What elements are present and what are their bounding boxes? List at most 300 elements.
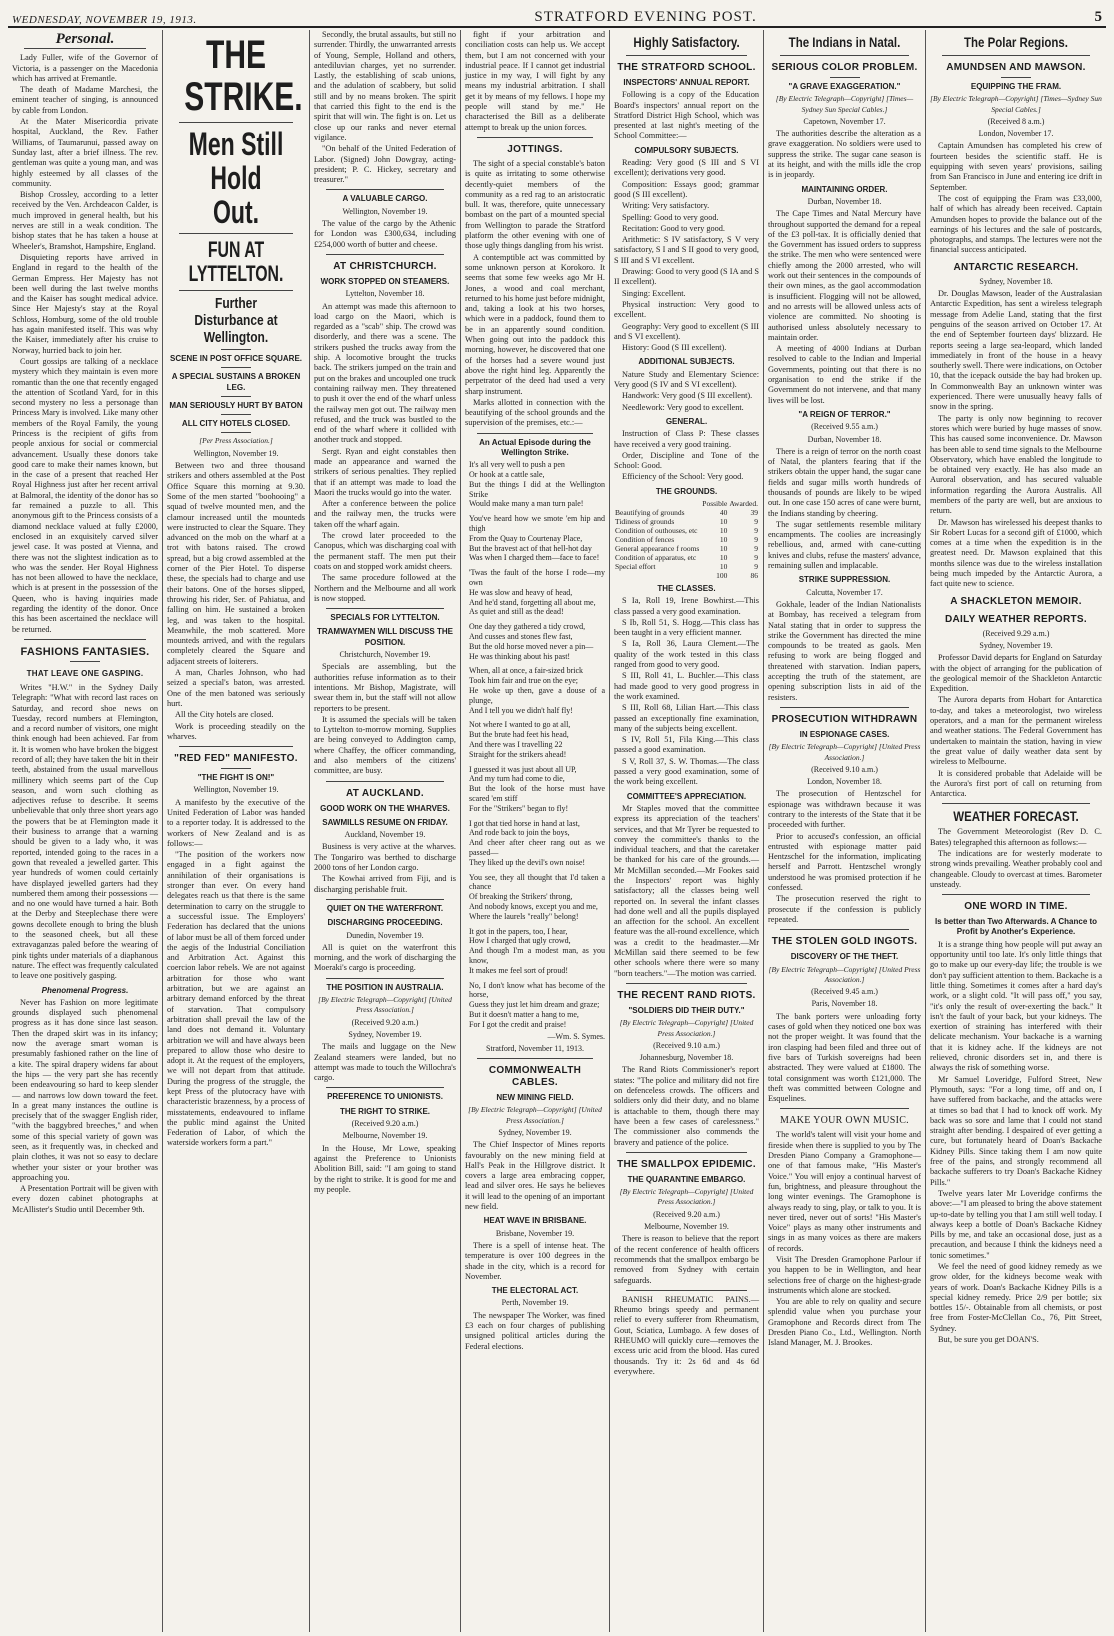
received-time: (Received 9.20 a.m.) — [653, 1209, 720, 1219]
poem-line: Was when I charged them—face to face! — [469, 553, 600, 563]
table-cell: 39 — [750, 507, 758, 517]
table-row — [614, 544, 759, 553]
table-total: 100 — [716, 570, 728, 580]
table-cell: 10 — [719, 525, 728, 535]
paragraph: Lady Fuller, wife of the Governor of Victoria, is a passenger on the Macedonia which has arrived at Fremantle. — [12, 53, 158, 83]
press-credit: [By Electric Telegraph—Copyright] [United Press Association.] — [768, 742, 921, 762]
dateline: Dunedin, November 19. — [346, 930, 424, 940]
indians-headline: The Indians in Natal. — [788, 34, 901, 50]
dateline: Melbourne, November 19. — [644, 1222, 729, 1232]
divider — [780, 55, 909, 56]
column-7 — [925, 30, 1106, 1632]
poem-line: It got in the papers, too, I hear, — [469, 926, 568, 936]
column-1 — [8, 30, 162, 1632]
hotels-heading: ALL CITY HOTELS CLOSED. — [181, 419, 291, 429]
poem-line: And cusses and stones flew fast, — [469, 632, 573, 642]
electoral-heading: THE ELECTORAL ACT. — [491, 1286, 579, 1296]
paragraph: Arithmetic: S IV satisfactory, S V very satisfactory, S I and S II good to very good, S III and S VI excellent. — [614, 235, 759, 265]
divider — [626, 55, 747, 56]
received-time: (Received 9.29 a.m.) — [982, 628, 1050, 638]
dateline: Lyttelton, November 18. — [345, 289, 425, 299]
compulsory-heading: COMPULSORY SUBJECTS. — [634, 145, 739, 155]
poem-line: And I tell you we didn't half fly! — [469, 705, 573, 715]
equipping-heading: EQUIPPING THE FRAM. — [970, 82, 1062, 91]
committee-heading: COMMITTEE'S APPRECIATION. — [626, 791, 747, 801]
poem-line: He woke up then, gave a douse of a plunge, — [469, 686, 605, 705]
poem-line: For the "Strikers" began to fly! — [469, 803, 569, 813]
tramway-heading: TRAMWAYMEN WILL DISCUSS THE POSITION. — [316, 627, 453, 647]
paragraph: Prior to accused's confession, an official entrusted with espionage matter paid Hentzschel for the information, implicating herself and Parrott. Hentzschel wrongly understood he was promised protection if he confessed. — [768, 831, 921, 893]
received-time: (Received 9.55 a.m.) — [811, 422, 878, 432]
paragraph: A meeting of 4000 Indians at Durban resolved to cable to the Indian and Imperial Governments, pointing out that there is no organisation to end the strike if the Government do not intervene, and that many lives will be lost. — [768, 344, 921, 405]
paragraph: Nature Study and Elementary Science: Very good (S IV and S VI excellent). — [614, 369, 759, 390]
press-credit: [Per Press Association.] — [199, 436, 273, 446]
australia-heading: THE POSITION IN AUSTRALIA. — [326, 982, 444, 992]
paragraph: The Kowhai arrived from Fiji, and is discharging perishable fruit. — [314, 874, 456, 894]
lyttelton-headline: FUN AT LYTTELTON. — [188, 237, 284, 286]
press-credit: [By Electric Telegraph—Copyright] [United Press Association.] — [768, 964, 921, 984]
table-total-row — [614, 571, 759, 580]
table-header: Possible — [702, 498, 728, 508]
paragraph: "On behalf of the United Federation of Labor. (Signed) John Dowgray, acting-president; P. C. Hickey, secretary and treasurer." — [314, 144, 456, 185]
discharging-heading: DISCHARGING PROCEEDING. — [327, 918, 443, 928]
episode-heading: An Actual Episode during the Wellington Strike. — [479, 437, 591, 457]
poem-line: As quiet and still as the dead! — [469, 607, 564, 617]
dash — [830, 77, 860, 78]
table-header-row — [614, 499, 759, 508]
poem-line: And there was I travelling 22 — [469, 740, 563, 749]
poem-line: It's all very well to push a pen — [469, 460, 565, 470]
table-cell: Beautifying of grounds — [615, 507, 685, 517]
poem-line: But the look of the horse must have scared 'em stiff — [469, 784, 605, 803]
poem-line: It makes me feel sort of proud! — [469, 965, 569, 975]
right-to-strike-heading: THE RIGHT TO STRIKE. — [339, 1106, 431, 1116]
soldiers-heading: "SOLDIERS DID THEIR DUTY." — [628, 1005, 745, 1015]
tramway-article — [314, 662, 456, 776]
paragraph: Singing: Excellent. — [622, 288, 686, 298]
heat-paragraph: There is a spell of intense heat. The temperature is over 100 degrees in the shade in the city, which is a record for November. — [465, 1240, 605, 1281]
issue-date: WEDNESDAY, NOVEMBER 19, 1913. — [12, 14, 197, 26]
poem-line: For I got the credit and praise! — [469, 1019, 567, 1029]
paragraph: It is considered probable that Adelaide will be the Aurora's first port of call on returning from Antarctica. — [930, 768, 1102, 799]
paragraph: S III, Roll 41, L. Buchler.—This class had made good to very good progress in the work examined. — [614, 671, 759, 701]
paragraph: Secondly, the brutal assaults, but still no surrender. Thirdly, the unwarranted arrests of Young, Semple, Holland and others, antediluvian charges, yet no surrender. Lastly, the establishing of scab unions, and the adulation of scabbery, but solid still and by no means broken. The spirit that carried this fight to the end is the spirit that will win. The fight is on. Let us close up our ranks and never eternal vigilance. — [314, 30, 456, 142]
mining-paragraph: The Chief Inspector of Mines reports favourably on the new mining field at Hall's Peak in the Hillgrove district. It covers a large area embracing copper, lead and silver ores. He says he believes it will lead to the opening of an important new field. — [465, 1140, 605, 1212]
table-cell: Condition of outhouses, etc — [615, 525, 698, 535]
paragraph: The authorities describe the alteration as a grave exaggeration. No soldiers were used to suppress the strike. The sugar cane season is at its height, and with the mills idle the crop is in jeopardy. — [768, 129, 921, 180]
page-number: 5 — [1094, 9, 1102, 25]
quarantine-heading: THE QUARANTINE EMBARGO. — [627, 1174, 746, 1184]
espionage-article — [768, 789, 921, 925]
table-cell: 10 — [719, 534, 728, 544]
paragraph: The sight of a special constable's baton is quite as irritating to some otherwise decently-quiet members of the community as a red rag to an aristocratic bull. It was, therefore, quite unnecessary bombast on the part of a mounted special from Wellington to parade the Stratford platform the other evening with one of those ugly things dangling from his wrist. — [465, 158, 605, 251]
compulsory-list — [614, 158, 759, 353]
christchurch-heading: AT CHRISTCHURCH. — [333, 260, 437, 272]
table-row — [614, 508, 759, 517]
poem-line: And cheer after cheer rang out as we passed— — [469, 838, 605, 857]
dateline: Perth, November 19. — [501, 1298, 569, 1308]
paragraph: S IV, Roll 51, Fila King.—This class passed a good examination. — [614, 735, 759, 755]
paragraph: Spelling: Good to very good. — [622, 212, 719, 222]
received-time: (Received 8 a.m.) — [987, 116, 1045, 126]
table-cell — [614, 571, 701, 580]
divider — [326, 1087, 444, 1088]
phenomenal-heading: Phenomenal Progress. — [41, 985, 129, 995]
amundsen-article — [930, 141, 1102, 255]
rheumo-advertisement: BANISH RHEUMATIC PAINS.—Rheumo brings speedy and permanent relief to every sufferer from Rheumatism, Gout, Sciatica, Lumbago. A few doses of RHEUMO will quickly cure—removes the excess uric acid from the blood. Has cured thousands. Try it: 2s 6d and 4s 6d everywhere. — [614, 1294, 759, 1376]
poem-line: Of breaking the Strikers' throng, — [469, 892, 573, 902]
poem-line: And nobody knows, except you and me, — [469, 901, 598, 911]
poem-line: And rode back to join the boys, — [469, 828, 570, 838]
paragraph: Composition: Essays good; grammar good (S III excellent). — [614, 179, 759, 199]
grounds-table — [614, 499, 759, 580]
divider — [24, 48, 146, 49]
divider — [477, 137, 593, 138]
specials-heading: SPECIALS FOR LYTTELTON. — [330, 613, 440, 623]
divider — [477, 433, 593, 434]
sawmills-heading: SAWMILLS RESUME ON FRIDAY. — [322, 817, 448, 827]
heat-heading: HEAT WAVE IN BRISBANE. — [483, 1216, 587, 1226]
paragraph: Reading: Very good (S III and S VI excellent); derivations very good. — [614, 158, 759, 178]
poem-signature: —Wm. S. Symes. — [547, 1031, 605, 1041]
paragraph: Needlework: Very good to excellent. — [622, 402, 744, 412]
cables-heading: COMMONWEALTH CABLES. — [488, 1065, 582, 1089]
table-cell: Condition of apparatus, etc — [615, 552, 697, 562]
poem-line: You've heard how we smote 'em hip and thigh — [469, 514, 605, 534]
jottings-heading: JOTTINGS. — [507, 143, 563, 155]
poem-line: But the brute had feet his head, — [469, 730, 569, 740]
table-cell: 10 — [719, 561, 728, 571]
paragraph: History: Good (S III excellent). — [622, 343, 727, 353]
poem-line: Or hook at a cattle sale, — [469, 470, 545, 480]
press-credit: [By Electric Telegraph—Copyright] [United Press Association.] — [619, 1187, 754, 1207]
table-cell: 10 — [719, 543, 728, 553]
table-cell: Condition of fences — [615, 534, 675, 544]
table-cell: 10 — [719, 552, 728, 562]
paragraph: Never has Fashion on more legitimate grounds displayed such phenomenal progress as it has done since last season. Then the draped skirt was in its infancy; now the average smart woman is presumably fashioned rather on the line of a kite. The spiral drapery widens far about the hips — the very part she has recently been endeavouring so hard to keep slender — and narrows low down toward the feet. In a great many instances the outline is precisely that of the swagger English rider, "with the baggybred breeches," and when some of this special variety of gown was seen, as it frequently was, in checked and plain clothes, it was not so easy to declare whether your sister or your brother was approaching you. — [12, 997, 158, 1182]
paragraph: Between two and three thousand strikers and others assembled at the Post Office Square this morning at 9.30. Some of the men started "boohooing" a squad of twelve mounted men, and the clamour increased until the mounteds were instructed to clear the Square. They advanced on the mob on the wharf at a trot with batons raised. The crowd spread, but a big crowd assembled at the corner of the Pier Hotel. To disperse these, the specials had to charge and use their batons. One of the horses slipped, throwing his rider, Ser. of Pahiatua, and falling on him. He sustained a broken leg, and was taken to the hospital. Meanwhile, the mob scattered. More mounteds arrived, and with the regulars completely cleared the Square and adjacent streets of loiterers. — [167, 461, 305, 666]
paragraph: An attempt was made this afternoon to load cargo on the Maori, which is regarded as a "scab" ship. The crowd was disorderly, and there was a scene. The strikers pushed the trucks away from the ship. A locomotive brought the trucks back. The strikers jumped on the train and put on the brakes and uncoupled one truck containing railway men. They threatened to push it over the end of the wharf unless the railway men got out. The railway men refused, and the truck was bustled to the end of the wharf where it collided with another truck and stopped. — [314, 301, 456, 445]
dateline: Johannesburg, November 18. — [639, 1053, 734, 1063]
press-credit: [By Electric Telegraph—Copyright] [Times—Sydney Sun Special Cables.] — [930, 94, 1102, 114]
paragraph: Physical instruction: Very good to excellent. — [614, 299, 759, 320]
personal-heading: Personal. — [55, 31, 115, 47]
paragraph: The same procedure followed at the Northern and the Melbourne and all work is now stopped. — [314, 573, 456, 603]
table-cell: 9 — [754, 552, 758, 562]
christchurch-article — [314, 302, 456, 605]
paragraph: After a conference between the police and the railway men, the trucks were taken off the wharf again. — [314, 499, 456, 529]
special-heading: A SPECIAL SUSTAINS A BROKEN LEG. — [171, 372, 301, 392]
column-3 — [309, 30, 460, 1632]
paragraph: Visit The Dresden Gramophone Parlour if you happen to be in Wellington, and hear selections free of charge on the highest-grade instruments which alone are stocked. — [768, 1254, 921, 1295]
red-fed-heading: "RED FED" MANIFESTO. — [174, 753, 298, 765]
paragraph: Professor David departs for England on Saturday with the object of arranging for the publication of the geological memoir of the Shackleton Antarctic Expedition. — [930, 653, 1102, 694]
poem-line: Took him fair and true on the eye; — [469, 676, 578, 686]
committee-article — [614, 804, 759, 979]
general-list — [614, 429, 759, 482]
fashion-heading: FASHIONS FANTASIES. — [20, 645, 150, 658]
newspaper-title: STRATFORD EVENING POST. — [534, 9, 757, 25]
table-cell — [614, 499, 701, 508]
smallpox-paragraph: There is reason to believe that the report of the recent conference of health officers recommends that the smallpox embargo be removed from Sydney with certain safeguards. — [614, 1234, 759, 1285]
suppression-paragraph: Gokhale, leader of the Indian Nationalists at Bombay, has received a telegram from Natal stating that in order to suppress the strike the Government has directed the mine compounds to be treated as gaols. Men refusing to work are being flogged and threatened with starvation. Indian papers, accepting the truth of the statement, are opening subscription lists in aid of the resisters. — [768, 599, 921, 702]
press-credit: [By Electric Telegraph—Copyright] [United Press Association.] — [619, 1018, 754, 1038]
discovery-heading: DISCOVERY OF THE THEFT. — [790, 952, 899, 962]
weather-intro: The Government Meteorologist (Rev D. C. Bates) telegraphed this afternoon as follows:— — [930, 827, 1102, 847]
column-2 — [162, 30, 309, 1632]
paragraph: S Ia, Roll 19, Irene Bowhirst.—This class passed a very good examination. — [614, 596, 759, 616]
electoral-paragraph: The newspaper The Worker, was fined £3 each on four charges of publishing unsigned political articles during the Federal elections. — [465, 1310, 605, 1351]
paragraph: Business is very active at the wharves. The Tongariro was berthed to discharge 2000 tons of her London cargo. — [314, 842, 456, 873]
dateline: Wellington, November 19. — [193, 785, 279, 795]
table-cell: Special effort — [615, 561, 656, 571]
paragraph: Geography: Very good to excellent (S III and S VI excellent). — [614, 321, 759, 341]
dateline: Melbourne, November 19. — [342, 1131, 428, 1141]
mining-heading: NEW MINING FIELD. — [496, 1093, 574, 1103]
divider — [326, 899, 444, 900]
table-cell: 10 — [719, 516, 728, 526]
divider — [942, 803, 1090, 804]
australia-paragraph: The mails and luggage on the New Zealand steamers were landed, but no attempt was made to touch the Willochra's cargo. — [314, 1042, 456, 1083]
divider — [626, 983, 747, 984]
divider — [942, 894, 1090, 895]
divider — [942, 55, 1090, 56]
paragraph: The crowd later proceeded to the Canopus, which was discharging coal with the permanent staff. The men put their coats on and stopped work amidst cheers. — [314, 531, 456, 571]
paragraph: The death of Madame Marchesi, the eminent teacher of singing, is announced by cable from London. — [12, 85, 158, 115]
school-heading: THE STRATFORD SCHOOL. — [617, 62, 756, 73]
paragraph: The cost of equipping the Fram was £33,000, half of which has already been received. Captain Amundsen hopes to provide the balance out of the earnings of his lectures and the sale of postcards, photographs, and stamps. The lectures were not the financial success anticipated. — [930, 193, 1102, 255]
classes-list — [614, 596, 759, 787]
paragraph: Captain Amundsen has completed his crew of fourteen besides the scientific staff. He is equipping with seven years' provisions, sailing from San Francisco in June and entering ice drift in September. — [930, 141, 1102, 192]
auckland-subheading: GOOD WORK ON THE WHARVES. — [320, 803, 450, 813]
table-row — [614, 517, 759, 526]
paragraph: The Cape Times and Natal Mercury have throughout supported the demand for a repeal of the £3 poll-tax. It is officially denied that the Government has issued orders to suppress the strike. The men who were sentenced were chiefly among the 2000 arrested, who will work out their sentences in the compounds of their own mines, as the gaol accommodation is insufficient. Flogging will not be allowed, and no arrests will be allowed unless acts of violence are committed. No shooting is authorised unless absolutely necessary to maintain order. — [768, 209, 921, 342]
paragraph: Twelve years later Mr Loveridge confirms the above:—"I am pleased to bring the above statement up-to-date by telling you that I am still well today. I always keep a bottle of Doan's Backache Kidney Pills by me, and take an occasional dose, just as a precaution, and because I think the kidneys need a tonic sometimes." — [930, 1188, 1102, 1260]
table-row — [614, 526, 759, 535]
divider — [179, 233, 293, 234]
paragraph: A manifesto by the executive of the United Federation of Labor was handed to a reporter today. It is addressed to the workers of New Zealand and is as follows:— — [167, 797, 305, 848]
poem-line: He was slow and heavy of head, — [469, 587, 573, 597]
paragraph: Dr. Douglas Mawson, leader of the Australasian Antarctic Expedition, has sent a wireless telegraph message from Adelie Land, stating that the first penguins of the season arrived on October 17. At the end of September fourteen days' blizzard. He reports seeing a large sea-leopard, which landed immediately in front of the house in a heavy southerly swell. There were indications, on October 10, that the icepack outside the bay had broken up. In Commonwealth Bay an unknown winter was experienced. There were unusually heavy falls of snow in the spring. — [930, 289, 1102, 412]
additional-heading: ADDITIONAL SUBJECTS. — [638, 357, 735, 367]
daily-weather-heading: DAILY WEATHER REPORTS. — [945, 613, 1087, 625]
poem-line: I got that tied horse in hand at last, — [469, 818, 580, 828]
paragraph: A man, Charles Johnson, who had seized a special's baton, was arrested. One of the men batoned was seriously hurt. — [167, 668, 305, 708]
paragraph: fight if your arbitration and conciliation costs can help us. We accept them, but I am not concerned with your industrial peace. If I cannot get industrial justice in my way, I will fight by any means my industrial arbitration. I shall get it by means of my fellows. I hope my people will stand by me." He characterised the Bill as a deliberate attempt to break up the union forces. — [465, 30, 605, 132]
columns — [8, 30, 1106, 1632]
paragraph: "The position of the workers now engaged in a fight against the annihilation of their organisations is stronger than ever. On every hand delegates reach us that there is the same determination to carry on the struggle to a successful issue. The Employers' Federation has declared that the unions of labor must be all of them forced under the aegis of the Industrial Conciliation and Arbitration Act. Against this coercion labor rebels. We are not against arbitration for those who want arbitration, but we are against an arbitrary demand enforced by the threat of starvation. That compulsory arbitration shall prevail the law of the land does not demand it. Voluntary arbitration we will and have always been prepared to allow those who desire to adopt it. At the request of the employers, we will not depart from that attitude. During the progress of the struggle, the kept Press of the plutocracy have with characteristic brazenness, by a process of misstatements, endeavoured to inflame the public mind against the United Federation of Labor, of which the waterside workers form a part." — [167, 850, 305, 1148]
doans-advertisement — [930, 940, 1102, 1346]
divider — [326, 608, 444, 609]
divider — [477, 1058, 593, 1059]
dateline: Sydney, November 19. — [348, 1029, 422, 1039]
baton-heading: MAN SERIOUSLY HURT BY BATON — [169, 400, 303, 410]
paragraph: There is a reign of terror on the north coast of Natal, the planters fearing that if the strikers obtain the upper hand, the sugar cane fields and sugar mills worth hundreds of thousands of pounds are likely to be wiped out. In one case 150 acres of cane were burnt, the Indians standing by cheering. — [768, 446, 921, 518]
paragraph: Dr. Mawson has wirelessed his deepest thanks to Sir Robert Lucas for a second gift of £1000, which comes at a time when the expedition is in the greatest need. Dr. Mawson explained that this months silence was due to the wireless installation being much impeded by the Antarctic Aurora, a fact quite new to science. — [930, 517, 1102, 589]
paragraph: But, be sure you get DOAN'S. — [938, 1335, 1039, 1345]
gold-heading: THE STOLEN GOLD INGOTS. — [771, 936, 918, 948]
right-to-strike-paragraph: In the House, Mr Lowe, speaking against the Preference to Unionists Abolition Bill, said: "I am going to stand by the right to strike. It is good for me and my people. — [314, 1143, 456, 1194]
received-time: (Received 9.20 a.m.) — [351, 1017, 419, 1027]
poem — [465, 460, 605, 1029]
table-cell: 9 — [754, 543, 758, 553]
dash — [221, 396, 251, 397]
weather-forecast: The indications are for westerly moderate to strong winds prevailing. Weather probably cool and changeable. Cloudy to overcast at times. Barometer unsteady. — [930, 849, 1102, 889]
additional-list — [614, 370, 759, 413]
poem-line: But the things I did at the Wellington Strike — [469, 479, 605, 499]
table-cell: 9 — [754, 561, 758, 571]
rand-heading: THE RECENT RAND RIOTS. — [617, 989, 756, 1001]
press-credit: [By Electric Telegraph—Copyright] [United Press Association.] — [468, 1105, 602, 1125]
strike-subheadline: Men Still Hold Out. — [188, 126, 284, 230]
fight-heading: "THE FIGHT IS ON!" — [197, 773, 275, 783]
strike-article — [167, 461, 305, 742]
poem-line: You see, they all thought that I'd taken a chance — [469, 872, 605, 892]
table-cell: 40 — [719, 507, 728, 517]
dateline: Brisbane, November 19. — [495, 1228, 575, 1238]
inspectors-heading: INSPECTORS' ANNUAL REPORT. — [623, 78, 750, 87]
paragraph: Handwork: Very good (S III excellent). — [622, 391, 753, 401]
poem-line: No, I don't know what has become of the horse, — [469, 980, 605, 1000]
antarctic-article — [930, 289, 1102, 590]
press-credit: [By Electric Telegraph—Copyright] [United Press Association.] — [318, 995, 452, 1015]
divider — [780, 707, 909, 708]
scene-heading: SCENE IN POST OFFICE SQUARE. — [169, 354, 302, 363]
received-time: (Received 9.20 a.m.) — [351, 1119, 419, 1129]
school-intro: Following is a copy of the Education Board's inspectors' annual report on the Stratford District High School, which was presented at last night's meeting of the School Committee:— — [614, 90, 759, 141]
paragraph: Bishop Crossley, according to a letter received by the Ven. Archdeacon Calder, is much improved in general health, but his nerves are still in a weak condition. The bishop states that he has taken a house at Wheeler's, Bramshot, Hampshire, England. — [12, 190, 158, 251]
phenomenal-article — [12, 998, 158, 1215]
press-credit: [By Electric Telegraph—Copyright] [Times—Sydney Sun Special Cables.] — [775, 94, 914, 114]
satisfactory-headline: Highly Satisfactory. — [633, 34, 740, 50]
christchurch-subheading: WORK STOPPED ON STEAMERS. — [320, 276, 450, 286]
paragraph: Recitation: Good to very good. — [622, 223, 726, 233]
rand-paragraph: The Rand Riots Commissioner's report states: "The police and military did not fire on defenceless crowds. The officers and soldiers only did their duty, and no blame is attachable to them, though there may have been a few cases of carelessness." The commissioner also commends the bravery and patience of the police. — [614, 1065, 759, 1147]
paragraph: Order, Discipline and Tone of the School: Good. — [614, 450, 759, 471]
dateline: Auckland, November 19. — [344, 830, 426, 840]
indians-article — [768, 129, 921, 180]
dash — [221, 432, 251, 433]
music-advertisement — [768, 1130, 921, 1348]
poem-line: He was thinking about his past! — [469, 651, 571, 661]
quiet-heading: QUIET ON THE WATERFRONT. — [326, 903, 444, 913]
better-heading: Is better than Two Afterwards. A Chance to Profit by Another's Experience. — [934, 917, 1098, 937]
table-header: Awarded. — [729, 498, 758, 508]
paragraph: The prosecution reserved the right to prosecute if the confession is publicly repeated. — [768, 894, 921, 924]
column-6 — [763, 30, 925, 1632]
paragraph: Disquieting reports have arrived in England in regard to the health of the German Empress. Her Majesty has not been well during the last twelve months and the Kaiser has sought medical advice. Since Her Majesty's stay at the Royal Schloss, Homburg, some of the old trouble has again manifested itself. This was why the Kaiser, immediately after his cruise to Norway, hurried back to join her. — [12, 252, 158, 355]
divider — [626, 1290, 747, 1291]
dash — [221, 768, 251, 769]
poem-line: Where the laurels "really" belong! — [469, 911, 579, 921]
strike-headline: THE STRIKE. — [184, 33, 303, 119]
divider — [626, 1152, 747, 1153]
cargo-heading: A VALUABLE CARGO. — [342, 194, 428, 204]
amundsen-heading: AMUNDSEN AND MAWSON. — [946, 62, 1086, 73]
prosecution-heading: PROSECUTION WITHDRAWN — [771, 713, 918, 725]
poem-line: How I charged that ugly crowd, — [469, 936, 571, 946]
divider — [179, 746, 293, 747]
table-cell: General appearance f rooms — [615, 543, 700, 553]
poem-line: And my turn had come to die, — [469, 774, 565, 784]
paragraph: Court gossips are talking of a necklace mystery which they maintain is even more romantic than the one that recently engaged the attention of Scotland Yard, for in this second mystery no less a personage than Princess Mary is involved. Like many other members of the Royal Family, the young Princess is the recipient of gifts from people anxious for social or commercial advancement. Usually these donors take good care to make their names known, but in the case of a present that reached Her Royal Highness just after her recent arrival at Balmoral, the identity of the donor has so far remained a puzzle to all. This anonymous gift to the Princess consists of a diamond necklace valued at fully £2000, enclosed in an exquisitely carved silver jewel case. It was posted at Vienna, and there was not the slightest indication as to who was the sender. Her Royal Highness has not been allowed to have the necklace, which is at present in the possession of the Queen, who is having inquiries made regarding the identity of the donor. Once this has been ascertained the necklace will be returned. — [12, 356, 158, 634]
fashion-article — [12, 683, 158, 982]
poem-line: And though I'm a modest man, as you know, — [469, 946, 605, 965]
paragraph: Instruction of Class P: These classes have received a very good training. — [614, 429, 759, 449]
table-cell: 9 — [754, 534, 758, 544]
paragraph: You are able to rely on quality and secure splendid value when you purchase your Gramophone and Records direct from The Dresden Piano Co., Ltd., Wellington. North Island Manager, M. J. Brookes. — [768, 1297, 921, 1348]
divider — [24, 639, 146, 640]
table-cell: 9 — [754, 525, 758, 535]
received-time: (Received 9.10 a.m.) — [811, 764, 878, 774]
paragraph: All the City hotels are closed. — [175, 710, 274, 720]
column-5 — [609, 30, 763, 1632]
table-cell: 9 — [754, 516, 758, 526]
paragraph: Sergt. Ryan and eight constables then made an appearance and warned the strikers of serious penalties. They replied that if an attempt was made to load the Maori the trucks would go into the water. — [314, 446, 456, 497]
poem-line: They liked up the devil's own noise! — [469, 857, 586, 867]
shackleton-article — [930, 653, 1102, 799]
table-total: 86 — [750, 570, 758, 580]
poem-line: Guess they just let him dream and graze; — [469, 1000, 600, 1010]
dateline: Durban, November 18. — [807, 434, 882, 444]
shackleton-heading: A SHACKLETON MEMOIR. — [950, 595, 1082, 607]
received-time: (Received 9.10 a.m.) — [653, 1040, 720, 1050]
preference-heading: PREFERENCE TO UNIONISTS. — [327, 1092, 443, 1102]
poem-line: Straight for the strikers ahead! — [469, 749, 567, 759]
red-fed-article — [167, 798, 305, 1149]
manifesto-continued — [314, 30, 456, 185]
dash — [1001, 77, 1031, 78]
paragraph: The party is only now beginning to recover stores which were buried by huge masses of snow. This has caused some inconvenience. Dr. Mawson has been able to send time signals to the Melbourne Observatory, which have enabled the longitude to be obtained very exactly. He has also made an Auroral observation, and has secured valuable information regarding the Aurora Australis. All members of the party are well, but are anxious to return. — [930, 413, 1102, 516]
dateline: Paris, November 18. — [811, 999, 878, 1009]
poem-line: And he'd stand, forgetting all about me, — [469, 597, 596, 607]
table-cell: Tidiness of grounds — [615, 516, 675, 526]
music-heading: MAKE YOUR OWN MUSIC. — [780, 1115, 909, 1127]
paragraph: S Ib, Roll 51, S. Hogg.—This class has been taught in a very efficient manner. — [614, 617, 759, 638]
paragraph: The sugar settlements resemble military encampments. The coolies are increasingly rebellious, and, armed with cane-cutting knives and clubs, refuse the masters' advance, remaining sullen and implacable. — [768, 519, 921, 571]
divider — [326, 189, 444, 190]
weather-heading: WEATHER FORECAST. — [953, 808, 1079, 825]
poem-line: Not where I wanted to go at all, — [469, 720, 571, 730]
dateline: London, November 17. — [978, 129, 1054, 139]
auckland-heading: AT AUCKLAND. — [345, 787, 425, 799]
color-problem-heading: SERIOUS COLOR PROBLEM. — [771, 62, 918, 73]
dateline: Sydney, November 19. — [979, 640, 1053, 650]
paragraph: S V, Roll 37, S. W. Thomas.—The class passed a very good examination, some of the work being excellent. — [614, 756, 759, 787]
paragraph: The prosecution of Hentzschel for espionage was withdrawn because it was contrary to the interests of the State that it be proceeded with further. — [768, 789, 921, 830]
one-word-heading: ONE WORD IN TIME. — [964, 901, 1068, 913]
speech-continued — [465, 30, 605, 133]
dateline: Wellington, November 19. — [342, 206, 428, 216]
poem-line: But the bravest act of that hell-hot day — [469, 543, 592, 553]
general-heading: GENERAL. — [665, 416, 708, 426]
divider — [179, 290, 293, 291]
paragraph: Work is proceeding steadily on the wharves. — [167, 721, 305, 741]
table-row — [614, 562, 759, 571]
order-heading: MAINTAINING ORDER. — [801, 184, 888, 194]
order-article — [768, 209, 921, 406]
divider — [780, 1108, 909, 1109]
dash — [221, 367, 251, 368]
table-row — [614, 535, 759, 544]
dateline: Capetown, November 17. — [803, 116, 886, 126]
dash — [221, 349, 251, 350]
antarctic-heading: ANTARCTIC RESEARCH. — [953, 261, 1079, 273]
paragraph: It is a strange thing how people will put away an opportunity until too late. It's only little things that go to make up our every-day life; the trouble is we don't pay sufficient attention to them. Backache is a little thing. Sometimes it comes after a hard day's work, or a slight cold. "It will pass off," you say, "it's only the result of over-exerting the back." It isn't the fault of your back, but your kidneys. The exertion of straining has interfered with their delicate mechanism. Your backache is a warning that it is kidney ache. If the kidneys are not relieved, chronic disorders set in, and there is always the risk of something worse. — [930, 939, 1102, 1073]
grounds-heading: THE GROUNDS. — [655, 486, 718, 496]
paragraph: A contemptible act was committed by some unknown person at Korokoro. It seems that some few weeks ago Mr H. Jones, a wood and coal merchant, returned to his home just before midnight, and, taking a look at his two horses, which were in a paddock, found them to be in an apparently sound condition. When going out into the paddock this morning, however, he discovered that one of the horses had a severe wound just above the right hind leg. Apparently the perpetrator of the deed had used a very sharp instrument. — [465, 252, 605, 396]
paragraph: Mr Samuel Loveridge, Fulford Street, New Plymouth, says: "For a long time, off and on, I have suffered from backache, and the attacks were at times so bad that I had to knock off work. My back was so sore and lame that I could not stand straight after bending. I despaired of ever getting a cure, but fortunately heard of Doan's Backache Kidney Pills. Since taking them I am now quite free of the pains, and strongly recommend all backache sufferers to try Doan's Backache Kidney Pills." — [930, 1074, 1102, 1187]
